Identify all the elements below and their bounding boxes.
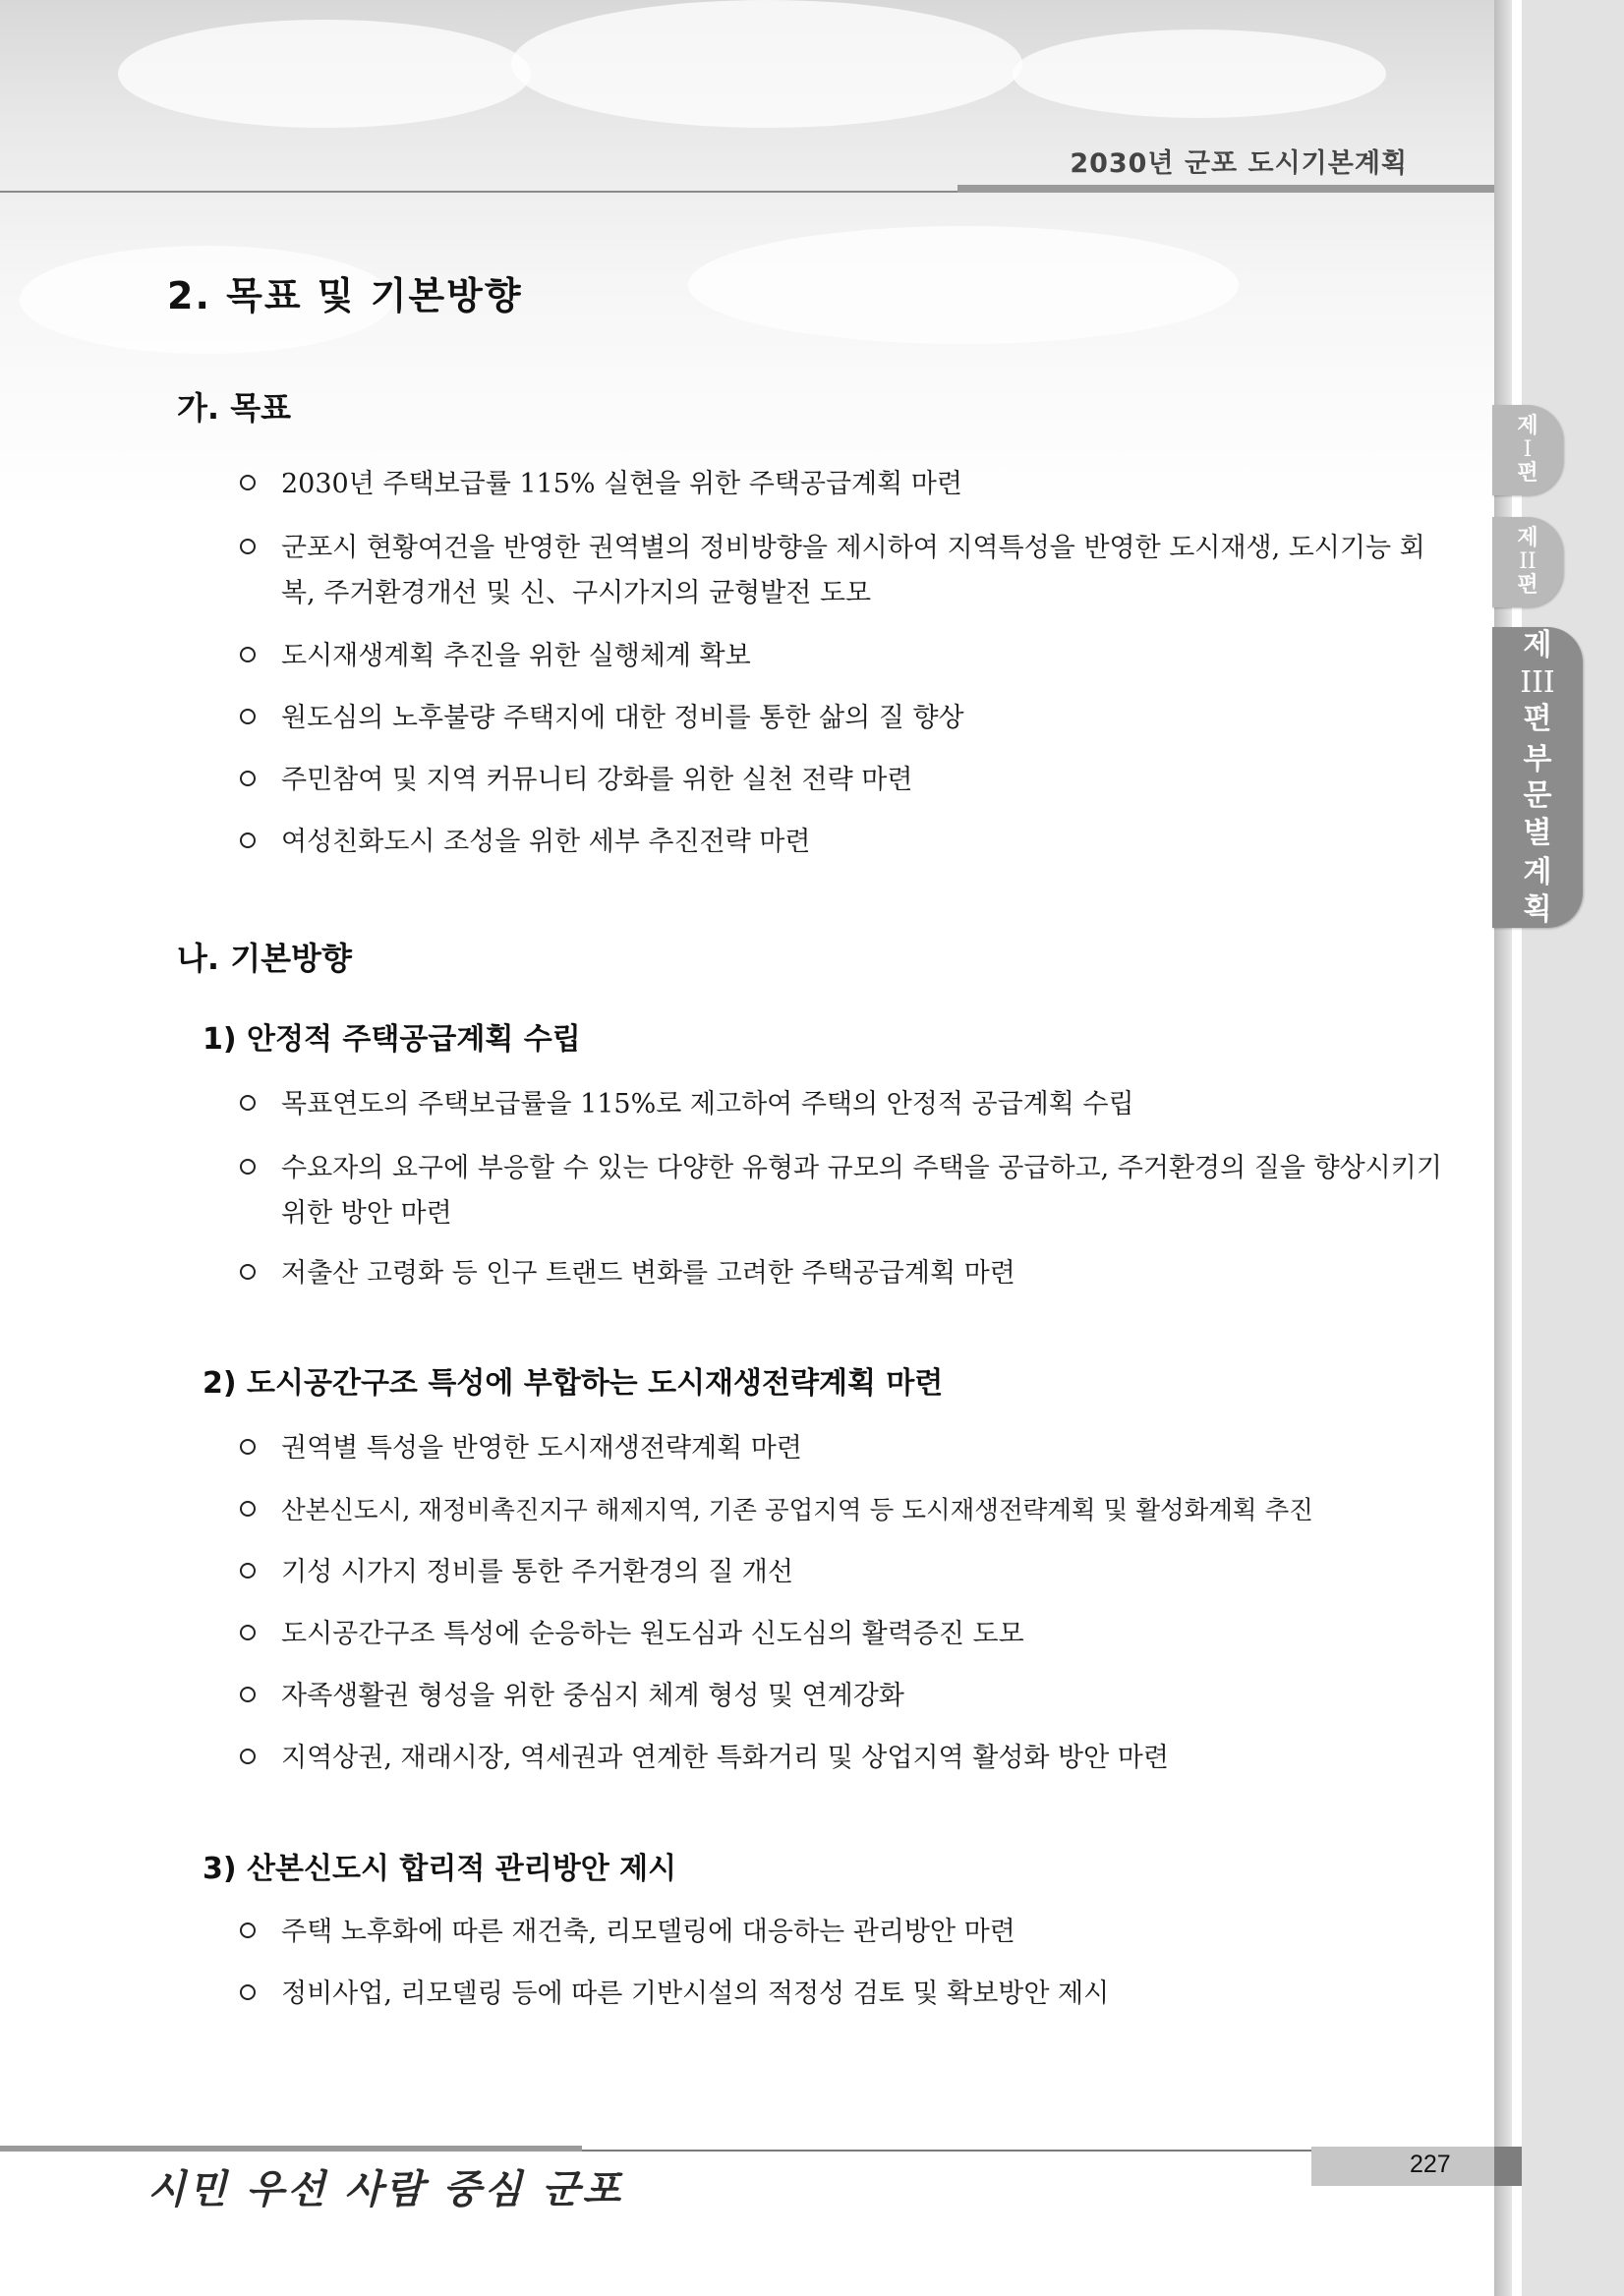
- goal-item: 여성친화도시 조성을 위한 세부 추진전략 마련: [240, 820, 1451, 865]
- page-number-box-edge: [1494, 2147, 1522, 2186]
- header-divider-accent: [957, 185, 1494, 193]
- circle-bullet-icon: [240, 771, 256, 786]
- subsection-heading: 2) 도시공간구조 특성에 부합하는 도시재생전략계획 마련: [203, 1366, 944, 1401]
- circle-bullet-icon: [240, 1501, 256, 1517]
- footer-slogan-logo: 시민 우선 사람 중심 군포: [147, 2166, 624, 2212]
- direction-item: 목표연도의 주택보급률을 115%로 제고하여 주택의 안정적 공급계획 수립: [240, 1082, 1451, 1127]
- section-title: 2. 목표 및 기본방향: [167, 274, 523, 317]
- goal-item: 군포시 현황여건을 반영한 권역별의 정비방향을 제시하여 지역특성을 반영한 도시재생, 도시기능 회복, 주거환경개선 및 신、구시가지의 균형발전 도모: [240, 526, 1451, 616]
- circle-bullet-icon: [240, 1984, 256, 2000]
- circle-bullet-icon: [240, 1563, 256, 1578]
- page-number-box: [1311, 2147, 1494, 2186]
- goal-item: 도시재생계획 추진을 위한 실행체계 확보: [240, 634, 1451, 679]
- circle-bullet-icon: [240, 709, 256, 724]
- goal-item: 2030년 주택보급률 115% 실현을 위한 주택공급계획 마련: [240, 462, 1451, 507]
- direction-item: 정비사업, 리모델링 등에 따른 기반시설의 적정성 검토 및 확보방안 제시: [240, 1972, 1451, 2017]
- circle-bullet-icon: [240, 1923, 256, 1938]
- direction-item: 수요자의 요구에 부응할 수 있는 다양한 유형과 규모의 주택을 공급하고, 주거환경의 질을 향상시키기 위한 방안 마련: [240, 1146, 1451, 1236]
- circle-bullet-icon: [240, 1625, 256, 1640]
- header-sky-background: [0, 0, 1494, 511]
- directions-heading: 나. 기본방향: [177, 940, 352, 977]
- goal-item: 원도심의 노후불량 주택지에 대한 정비를 통한 삶의 질 향상: [240, 696, 1451, 741]
- circle-bullet-icon: [240, 1439, 256, 1455]
- direction-item: 권역별 특성을 반영한 도시재생전략계획 마련: [240, 1426, 1451, 1471]
- circle-bullet-icon: [240, 475, 256, 490]
- direction-item: 저출산 고령화 등 인구 트랜드 변화를 고려한 주택공급계획 마련: [240, 1251, 1451, 1296]
- direction-item: 기성 시가지 정비를 통한 주거환경의 질 개선: [240, 1550, 1451, 1595]
- tab-part-1[interactable]: 제 I 편: [1492, 405, 1563, 495]
- tab-part-2[interactable]: 제 II 편: [1492, 517, 1563, 607]
- goal-item: 주민참여 및 지역 커뮤니티 강화를 위한 실천 전략 마련: [240, 758, 1451, 803]
- circle-bullet-icon: [240, 1159, 256, 1175]
- tab-part-3-active[interactable]: 제 III 편 부 문 별 계 획: [1492, 627, 1583, 928]
- goals-heading: 가. 목표: [177, 389, 292, 427]
- subsection-heading: 3) 산본신도시 합리적 관리방안 제시: [203, 1852, 677, 1886]
- side-margin-band: [1522, 0, 1624, 2296]
- circle-bullet-icon: [240, 832, 256, 848]
- circle-bullet-icon: [240, 1749, 256, 1764]
- footer-divider-accent: [0, 2146, 582, 2152]
- circle-bullet-icon: [240, 539, 256, 554]
- circle-bullet-icon: [240, 647, 256, 662]
- page-number: 227: [1410, 2151, 1451, 2178]
- circle-bullet-icon: [240, 1264, 256, 1280]
- page-edge-shadow: [1494, 0, 1512, 2296]
- running-title: 2030년 군포 도시기본계획: [1070, 148, 1408, 179]
- direction-item: 주택 노후화에 따른 재건축, 리모델링에 대응하는 관리방안 마련: [240, 1910, 1451, 1955]
- direction-item: 지역상권, 재래시장, 역세권과 연계한 특화거리 및 상업지역 활성화 방안 마련: [240, 1736, 1451, 1781]
- subsection-heading: 1) 안정적 주택공급계획 수립: [203, 1022, 581, 1057]
- direction-item: 도시공간구조 특성에 순응하는 원도심과 신도심의 활력증진 도모: [240, 1612, 1451, 1657]
- direction-item: 자족생활권 형성을 위한 중심지 체계 형성 및 연계강화: [240, 1674, 1451, 1719]
- circle-bullet-icon: [240, 1687, 256, 1702]
- direction-item: 산본신도시, 재정비촉진지구 해제지역, 기존 공업지역 등 도시재생전략계획 및 활성화계획 추진: [240, 1488, 1469, 1533]
- circle-bullet-icon: [240, 1095, 256, 1111]
